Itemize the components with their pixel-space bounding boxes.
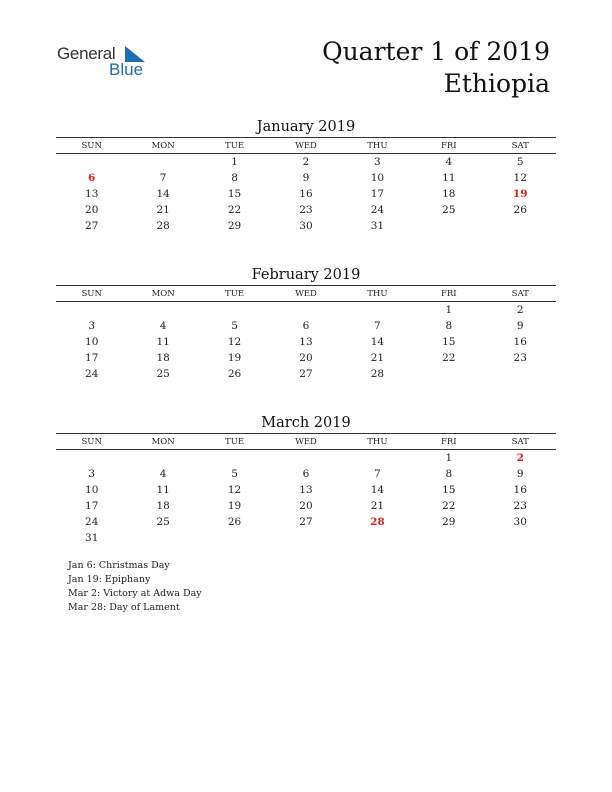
month-march bbox=[56, 413, 556, 546]
day-cell: 7 bbox=[374, 468, 381, 480]
week-row bbox=[56, 318, 556, 334]
day-cell: 11 bbox=[442, 172, 456, 184]
day-cell: 19 bbox=[227, 352, 242, 364]
weekday-header bbox=[56, 285, 556, 302]
day-cell: 26 bbox=[227, 368, 242, 380]
weekday-header bbox=[56, 433, 556, 450]
day-cell: 8 bbox=[445, 468, 453, 480]
day-cell: 7 bbox=[159, 172, 167, 184]
day-cell: 13 bbox=[85, 188, 99, 200]
day-cell: 10 bbox=[85, 484, 99, 496]
day-cell: 2 bbox=[516, 304, 524, 316]
weekday-sun: SUN bbox=[81, 288, 102, 299]
weekday-tue: TUE bbox=[225, 288, 245, 299]
day-cell: 29 bbox=[227, 220, 242, 232]
week-row bbox=[56, 482, 556, 498]
week-row bbox=[56, 154, 556, 170]
day-cell: 22 bbox=[442, 352, 456, 364]
day-cell: 9 bbox=[516, 468, 524, 480]
weekday-fri: FRI bbox=[440, 288, 457, 299]
day-cell: 21 bbox=[370, 500, 385, 512]
month-title: March 2019 bbox=[261, 415, 351, 431]
day-cell: 20 bbox=[299, 500, 313, 512]
month-title: January 2019 bbox=[256, 119, 356, 135]
week-row bbox=[56, 466, 556, 482]
day-cell: 15 bbox=[227, 188, 242, 200]
weekday-wed: WED bbox=[295, 288, 317, 299]
week-row bbox=[56, 514, 556, 530]
day-cell: 25 bbox=[442, 204, 456, 216]
week-row bbox=[56, 334, 556, 350]
day-cell: 14 bbox=[370, 484, 385, 496]
day-cell: 21 bbox=[370, 352, 385, 364]
day-cell: 24 bbox=[370, 204, 385, 216]
holiday-day-cell: 6 bbox=[88, 172, 96, 184]
day-cell: 21 bbox=[156, 204, 170, 216]
day-cell: 9 bbox=[302, 172, 310, 184]
day-cell: 17 bbox=[370, 188, 385, 200]
day-cell: 16 bbox=[513, 484, 527, 496]
week-row bbox=[56, 350, 556, 366]
day-cell: 8 bbox=[445, 320, 453, 332]
weekday-fri: FRI bbox=[440, 436, 457, 447]
day-cell: 16 bbox=[513, 336, 527, 348]
day-cell: 25 bbox=[156, 368, 170, 380]
weekday-fri: FRI bbox=[440, 140, 457, 151]
month-title: February 2019 bbox=[251, 267, 361, 283]
logo-text-general: General bbox=[57, 44, 116, 63]
day-cell: 22 bbox=[442, 500, 456, 512]
day-cell: 28 bbox=[370, 368, 385, 380]
day-cell: 22 bbox=[227, 204, 242, 216]
day-cell: 15 bbox=[442, 484, 456, 496]
weekday-thu: THU bbox=[367, 288, 388, 299]
day-cell: 11 bbox=[156, 484, 170, 496]
day-cell: 27 bbox=[299, 368, 313, 380]
weekday-wed: WED bbox=[295, 436, 317, 447]
day-cell: 3 bbox=[88, 468, 96, 480]
day-cell: 1 bbox=[445, 452, 453, 464]
holiday-list bbox=[68, 559, 202, 615]
day-cell: 11 bbox=[156, 336, 170, 348]
day-cell: 20 bbox=[85, 204, 99, 216]
page-title bbox=[322, 36, 550, 100]
day-cell: 23 bbox=[299, 204, 313, 216]
day-cell: 5 bbox=[231, 468, 238, 480]
day-cell: 14 bbox=[370, 336, 385, 348]
weekday-sun: SUN bbox=[81, 140, 102, 151]
day-cell: 1 bbox=[231, 156, 238, 168]
day-cell: 23 bbox=[513, 352, 527, 364]
week-row bbox=[56, 530, 556, 546]
month-grid bbox=[56, 302, 556, 382]
weekday-mon: MON bbox=[151, 140, 175, 151]
day-cell: 24 bbox=[85, 516, 99, 528]
weekday-tue: TUE bbox=[225, 436, 245, 447]
day-cell: 6 bbox=[302, 320, 310, 332]
page-title-quarter: Quarter 1 of 2019 bbox=[322, 37, 550, 66]
week-row bbox=[56, 498, 556, 514]
day-cell: 25 bbox=[156, 516, 170, 528]
generalblue-logo bbox=[57, 44, 157, 84]
day-cell: 18 bbox=[156, 500, 170, 512]
day-cell: 7 bbox=[374, 320, 381, 332]
day-cell: 19 bbox=[227, 500, 242, 512]
holiday-day-cell: 2 bbox=[516, 452, 524, 464]
weekday-sat: SAT bbox=[511, 288, 529, 299]
day-cell: 29 bbox=[442, 516, 456, 528]
day-cell: 23 bbox=[513, 500, 527, 512]
weekday-tue: TUE bbox=[225, 140, 245, 151]
week-row bbox=[56, 202, 556, 218]
weekday-thu: THU bbox=[367, 436, 388, 447]
logo-text-blue: Blue bbox=[109, 60, 144, 79]
day-cell: 5 bbox=[516, 156, 524, 168]
day-cell: 16 bbox=[299, 188, 313, 200]
weekday-mon: MON bbox=[151, 436, 175, 447]
weekday-wed: WED bbox=[295, 140, 317, 151]
day-cell: 12 bbox=[513, 172, 527, 184]
month-grid bbox=[56, 154, 556, 234]
day-cell: 31 bbox=[85, 532, 99, 544]
day-cell: 28 bbox=[156, 220, 170, 232]
day-cell: 15 bbox=[442, 336, 456, 348]
day-cell: 13 bbox=[299, 484, 313, 496]
day-cell: 26 bbox=[513, 204, 527, 216]
week-row bbox=[56, 366, 556, 382]
day-cell: 3 bbox=[374, 156, 381, 168]
day-cell: 26 bbox=[227, 516, 242, 528]
day-cell: 31 bbox=[370, 220, 385, 232]
week-row bbox=[56, 302, 556, 318]
day-cell: 17 bbox=[85, 500, 99, 512]
weekday-sat: SAT bbox=[511, 436, 529, 447]
day-cell: 14 bbox=[156, 188, 170, 200]
weekday-sat: SAT bbox=[511, 140, 529, 151]
day-cell: 18 bbox=[442, 188, 456, 200]
day-cell: 12 bbox=[227, 484, 242, 496]
weekday-header bbox=[56, 137, 556, 154]
weekday-thu: THU bbox=[367, 140, 388, 151]
day-cell: 4 bbox=[445, 156, 453, 168]
day-cell: 10 bbox=[85, 336, 99, 348]
day-cell: 30 bbox=[513, 516, 527, 528]
month-grid bbox=[56, 450, 556, 546]
holiday-item: Jan 6: Christmas Day bbox=[68, 560, 170, 571]
day-cell: 30 bbox=[299, 220, 313, 232]
day-cell: 18 bbox=[156, 352, 170, 364]
month-january bbox=[56, 117, 556, 234]
day-cell: 12 bbox=[227, 336, 242, 348]
week-row bbox=[56, 218, 556, 234]
page-title-country: Ethiopia bbox=[443, 69, 550, 98]
week-row bbox=[56, 186, 556, 202]
day-cell: 2 bbox=[302, 156, 310, 168]
week-row bbox=[56, 450, 556, 466]
weekday-sun: SUN bbox=[81, 436, 102, 447]
week-row bbox=[56, 170, 556, 186]
day-cell: 20 bbox=[299, 352, 313, 364]
day-cell: 27 bbox=[85, 220, 99, 232]
day-cell: 24 bbox=[85, 368, 99, 380]
day-cell: 9 bbox=[516, 320, 524, 332]
day-cell: 27 bbox=[299, 516, 313, 528]
day-cell: 13 bbox=[299, 336, 313, 348]
day-cell: 4 bbox=[159, 320, 167, 332]
day-cell: 5 bbox=[231, 320, 238, 332]
day-cell: 1 bbox=[445, 304, 453, 316]
day-cell: 3 bbox=[88, 320, 96, 332]
month-february bbox=[56, 265, 556, 382]
holiday-day-cell: 28 bbox=[370, 516, 385, 528]
day-cell: 6 bbox=[302, 468, 310, 480]
day-cell: 4 bbox=[159, 468, 167, 480]
weekday-mon: MON bbox=[151, 288, 175, 299]
holiday-item: Mar 28: Day of Lament bbox=[68, 602, 180, 613]
day-cell: 8 bbox=[231, 172, 238, 184]
day-cell: 17 bbox=[85, 352, 99, 364]
holiday-day-cell: 19 bbox=[512, 188, 528, 200]
holiday-item: Jan 19: Epiphany bbox=[68, 574, 151, 585]
day-cell: 10 bbox=[370, 172, 385, 184]
holiday-item: Mar 2: Victory at Adwa Day bbox=[68, 588, 202, 599]
